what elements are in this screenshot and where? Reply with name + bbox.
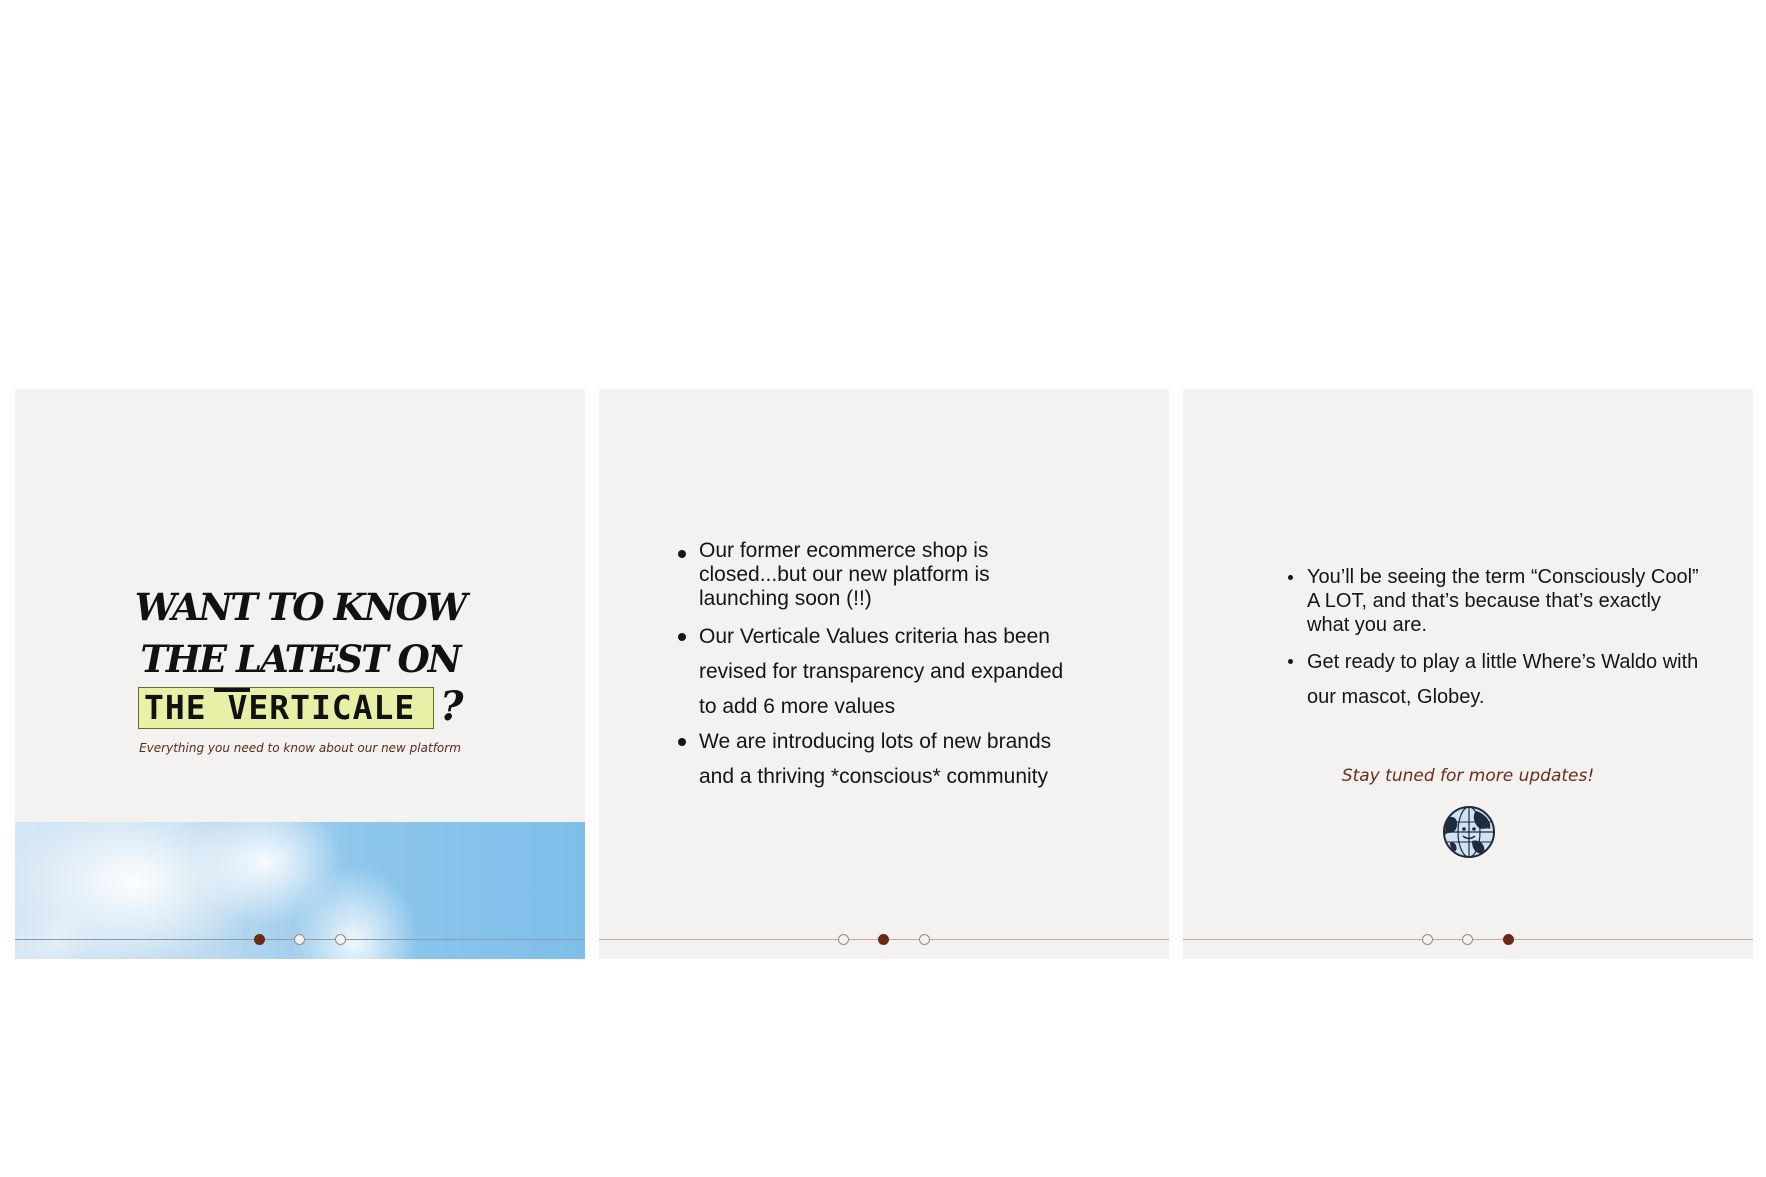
headline-line-1: WANT TO KNOW [134, 585, 466, 629]
pager-dot-1[interactable] [1422, 934, 1433, 945]
pager-dot-2[interactable] [878, 934, 889, 945]
bullet-item: Our Verticale Values criteria has been revised for transparency and expanded to add 6 more values [675, 619, 1075, 724]
pager-dot-3[interactable] [919, 934, 930, 945]
pager-dot-1[interactable] [254, 934, 265, 945]
pager-dot-2[interactable] [294, 934, 305, 945]
closing-text: Stay tuned for more updates! [1341, 766, 1595, 786]
bullet-item: Get ready to play a little Where’s Waldo with our mascot, Globey. [1283, 645, 1703, 715]
pager-dot-3[interactable] [1503, 934, 1514, 945]
tagline: Everything you need to know about our new platform [139, 741, 461, 755]
pager-dot-3[interactable] [335, 934, 346, 945]
headline [15, 581, 585, 733]
globe-mascot-icon [1442, 805, 1496, 859]
pager-dot-1[interactable] [838, 934, 849, 945]
bullet-list [675, 539, 1075, 794]
slide-2 [599, 389, 1169, 959]
bullet-item: Our former ecommerce shop is closed...but our new platform is launching soon (!!) [675, 539, 1075, 611]
question-mark: ? [440, 683, 464, 730]
bullet-item: You’ll be seeing the term “Consciously Cool” A LOT, and that’s because that’s exactly what you are. [1283, 565, 1703, 637]
bullet-list [1283, 565, 1703, 715]
brand-logo-text: THE VERTICALE [144, 688, 416, 727]
brand-row [15, 683, 585, 733]
bullet-item: We are introducing lots of new brands and a thriving *conscious* community [675, 724, 1075, 794]
pager-dot-2[interactable] [1462, 934, 1473, 945]
slide-3 [1183, 389, 1753, 959]
headline-line-2: THE LATEST ON [140, 637, 460, 681]
slide-1 [15, 389, 585, 959]
